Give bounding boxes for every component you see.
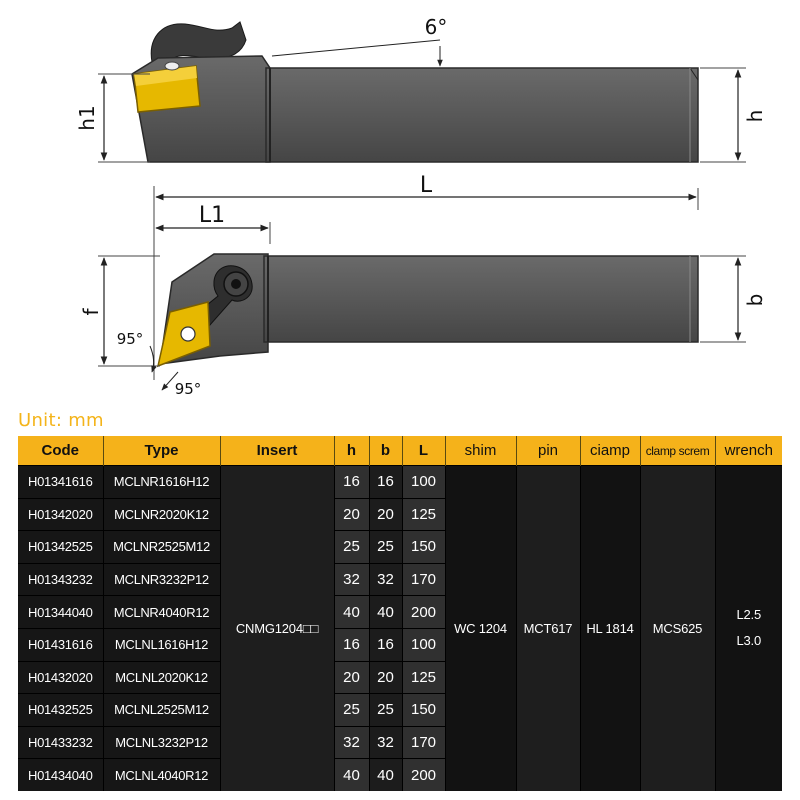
header-type: Type [103,436,220,466]
header-ciamp: ciamp [580,436,640,466]
dim-f-label: f [79,308,103,316]
cell-b: 32 [369,563,402,596]
cell-L: 100 [402,628,445,661]
cell-L: 100 [402,466,445,499]
cell-pin: MCT617 [516,466,580,791]
cell-h: 40 [334,759,369,791]
header-insert: Insert [220,436,334,466]
cell-h: 40 [334,596,369,629]
cell-b: 25 [369,531,402,564]
cell-h: 32 [334,726,369,759]
header-h: h [334,436,369,466]
angle-95-left-label: 95° [116,330,144,348]
shank-top [264,256,698,342]
header-clamp-screw: clamp screm [640,436,715,466]
header-L: L [402,436,445,466]
cell-insert: CNMG1204□□ [220,466,334,791]
dim-L1-label: L1 [198,203,226,228]
cell-type: MCLNR1616H12 [103,466,220,499]
header-shim: shim [445,436,516,466]
cell-h: 32 [334,563,369,596]
dimension-L1 [156,203,270,244]
header-wrench: wrench [715,436,782,466]
cell-code: H01344040 [18,596,103,629]
cell-L: 150 [402,694,445,727]
cell-code: H01343232 [18,563,103,596]
cell-b: 20 [369,661,402,694]
cell-type: MCLNL1616H12 [103,628,220,661]
top-view [79,254,767,398]
cell-h: 20 [334,498,369,531]
cell-b: 20 [369,498,402,531]
angle-95-bottom-label: 95° [174,380,202,398]
cell-type: MCLNL2525M12 [103,694,220,727]
cell-b: 16 [369,466,402,499]
cell-h: 25 [334,531,369,564]
cell-code: H01434040 [18,759,103,791]
cell-L: 150 [402,531,445,564]
cell-code: H01432020 [18,661,103,694]
cell-type: MCLNR3232P12 [103,563,220,596]
cell-code: H01433232 [18,726,103,759]
cell-h: 25 [334,694,369,727]
cell-wrench [715,466,782,791]
cell-ciamp: HL 1814 [580,466,640,791]
wrench-size-2: L3.0 [736,633,761,649]
cell-type: MCLNL3232P12 [103,726,220,759]
cell-h: 20 [334,661,369,694]
cell-L: 200 [402,759,445,791]
header-pin: pin [516,436,580,466]
cell-type: MCLNR4040R12 [103,596,220,629]
cell-type: MCLNL2020K12 [103,661,220,694]
cell-h: 16 [334,466,369,499]
cell-b: 16 [369,628,402,661]
unit-label: Unit: mm [18,410,104,431]
cell-h: 16 [334,628,369,661]
cell-L: 170 [402,726,445,759]
header-b: b [369,436,402,466]
dim-b-label: b [743,293,767,307]
cell-clamp-screw: MCS625 [640,466,715,791]
cell-type: MCLNR2525M12 [103,531,220,564]
spec-table [18,436,782,791]
dim-h-label: h [743,109,767,123]
dim-h1-label: h1 [75,105,99,131]
cell-code: H01342525 [18,531,103,564]
cell-L: 125 [402,498,445,531]
cell-code: H01341616 [18,466,103,499]
angle-6-label: 6° [424,15,448,39]
cell-type: MCLNR2020K12 [103,498,220,531]
cell-b: 25 [369,694,402,727]
header-code: Code [18,436,103,466]
wrench-size-1: L2.5 [736,607,761,623]
cell-L: 200 [402,596,445,629]
cell-b: 32 [369,726,402,759]
cell-L: 170 [402,563,445,596]
table-header-row [18,436,782,466]
cell-b: 40 [369,596,402,629]
cell-code: H01431616 [18,628,103,661]
side-view [75,15,767,162]
cell-b: 40 [369,759,402,791]
dim-L-label: L [419,173,433,198]
cell-shim: WC 1204 [445,466,516,791]
cell-code: H01342020 [18,498,103,531]
cell-code: H01432525 [18,694,103,727]
cell-type: MCLNL4040R12 [103,759,220,791]
table-row [18,466,782,499]
cell-L: 125 [402,661,445,694]
shank-side [266,68,698,162]
